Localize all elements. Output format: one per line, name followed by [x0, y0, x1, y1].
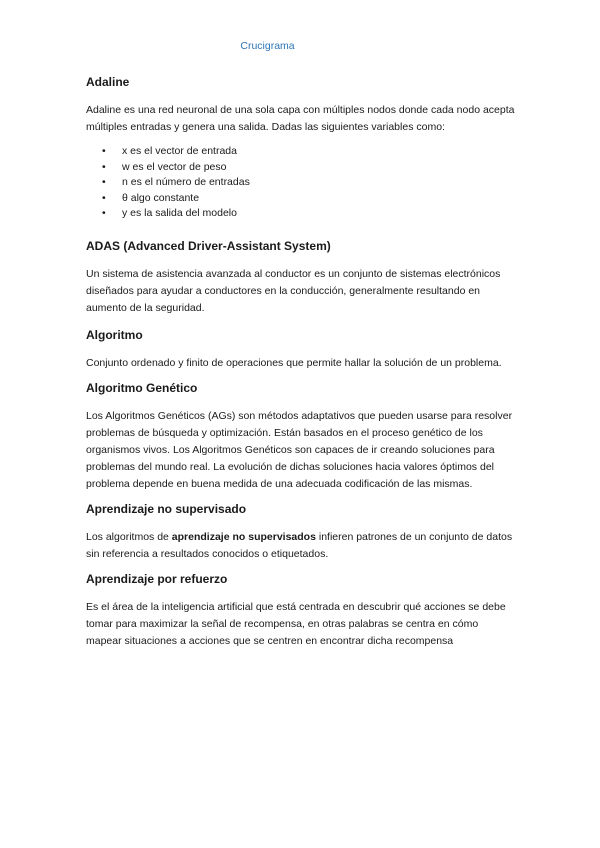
bullet-icon: •	[102, 191, 106, 204]
header-title: Crucigrama	[240, 40, 295, 52]
bullet-icon: •	[102, 145, 106, 157]
term-algoritmo: Algoritmo	[86, 327, 143, 342]
variables-list	[86, 144, 516, 222]
list-item: • w es el vector de peso	[86, 160, 516, 176]
definition-aprendizaje-no-supervisado: Los algoritmos de aprendizaje no supervisados infieren patrones de un conjunto de datos sin referencia a resultados conocidos o etiquetados.	[86, 530, 513, 560]
term-aprendizaje-por-refuerzo: Aprendizaje por refuerzo	[86, 571, 228, 586]
list-item: • y es la salida del modelo	[86, 206, 516, 222]
definition-algoritmo-genetico: Los Algoritmos Genéticos (AGs) son métodos adaptativos que pueden usarse para resolver problemas de búsqueda y optimización. Están basados en el proceso genético de los organismos vivos. Los Algoritmos Genéticos son capaces de ir creando soluciones para problemas del mundo real. La evolución de dichas soluciones hacia valores óptimos del problema depende en buena medida de una adecuada codificación de las mismas.	[86, 409, 513, 490]
list-item: • n es el número de entradas	[86, 175, 516, 191]
page-header	[0, 40, 535, 52]
bullet-icon: •	[102, 176, 106, 188]
list-item: • θ algo constante	[86, 191, 516, 207]
bullet-icon: •	[102, 160, 106, 173]
highlighted-term: aprendizaje no supervisados	[171, 530, 316, 543]
term-algoritmo-genetico: Algoritmo Genético	[86, 380, 198, 395]
definition-algoritmo: Conjunto ordenado y finito de operaciones que permite hallar la solución de un problema.	[86, 356, 502, 369]
list-item: • x es el vector de entrada	[86, 144, 516, 160]
glossary	[86, 70, 516, 650]
definition-adas: Un sistema de asistencia avanzada al conductor es un conjunto de sistemas electrónicos diseñados para ayudar a conductores en la conducción, generalmente resultando en aumento de la seguridad.	[86, 267, 501, 314]
bullet-icon: •	[102, 207, 106, 219]
term-aprendizaje-no-supervisado: Aprendizaje no supervisado	[86, 501, 247, 516]
definition-aprendizaje-por-refuerzo: Es el área de la inteligencia artificial que está centrada en descubrir qué acciones se debe tomar para maximizar la señal de recompensa, en otras palabras se centra en cómo mapear situaciones a acciones que se centren en encontrar dicha recompensa	[86, 600, 506, 647]
definition-adaline: Adaline es una red neuronal de una sola capa con múltiples nodos donde cada nodo acepta múltiples entradas y genera una salida. Dadas las siguientes variables como:	[86, 104, 515, 133]
term-adaline: Adaline	[86, 75, 130, 89]
term-adas: ADAS (Advanced Driver-Assistant System)	[86, 238, 331, 253]
